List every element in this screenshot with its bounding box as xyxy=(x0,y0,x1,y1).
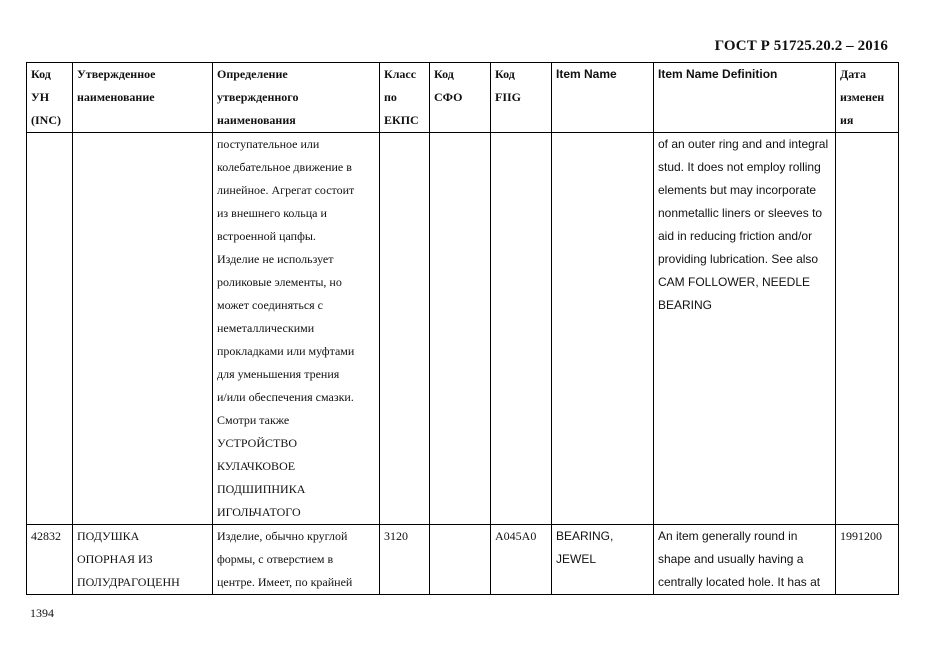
text-line: providing lubrication. See also xyxy=(658,252,819,266)
table-row-continuation xyxy=(27,133,899,525)
text-line: встроенной цапфы. xyxy=(217,229,316,243)
cell-sfo xyxy=(430,133,491,525)
text-line: для уменьшения трения xyxy=(217,367,340,381)
text-line: прокладками или муфтами xyxy=(217,344,355,358)
cell-date xyxy=(836,133,899,525)
header-class: Класс по ЕКПС xyxy=(380,63,430,133)
text-line: из внешнего кольца и xyxy=(217,206,327,220)
cell-date: 1991200 xyxy=(836,525,899,595)
text-line: nonmetallic liners or sleeves to xyxy=(658,206,823,220)
cell-item-name xyxy=(552,133,654,525)
document-standard-title: ГОСТ Р 51725.20.2 – 2016 xyxy=(714,38,888,54)
text-line: Изделие не использует xyxy=(217,252,334,266)
text-line: УСТРОЙСТВО xyxy=(217,436,297,450)
text-line: роликовые элементы, но xyxy=(217,275,342,289)
text-line: колебательное движение в xyxy=(217,160,352,174)
header-fiig: Код FIIG xyxy=(491,63,552,133)
cell-definition-ru xyxy=(213,133,380,525)
text-line: может соединяться с xyxy=(217,298,323,312)
cell-fiig: A045A0 xyxy=(491,525,552,595)
table-row xyxy=(27,525,899,595)
cell-definition-ru: Изделие, обычно круглой формы, с отверстием в центре. Имеет, по крайней xyxy=(213,525,380,595)
table-header-row xyxy=(27,63,899,133)
registry-table xyxy=(26,62,899,595)
header-sfo: Код СФО xyxy=(430,63,491,133)
text-line: elements but may incorporate xyxy=(658,183,817,197)
cell-fiig xyxy=(491,133,552,525)
cell-sfo xyxy=(430,525,491,595)
header-item-name: Item Name xyxy=(552,63,654,133)
text-line: aid in reducing friction and/or xyxy=(658,229,813,243)
header-approved-name: Утвержденное наименование xyxy=(73,63,213,133)
text-line: КУЛАЧКОВОЕ xyxy=(217,459,296,473)
header-inc: Код УН (INC) xyxy=(27,63,73,133)
text-line: ПОДШИПНИКА xyxy=(217,482,306,496)
cell-definition-en: An item generally round in shape and usually having a centrally located hole. It has at xyxy=(654,525,836,595)
text-line: BEARING xyxy=(658,298,713,312)
text-line: линейное. Агрегат состоит xyxy=(217,183,355,197)
text-line: CAM FOLLOWER, NEEDLE xyxy=(658,275,811,289)
cell-class xyxy=(380,133,430,525)
cell-item-name: BEARING, JEWEL xyxy=(552,525,654,595)
text-line: поступательное или xyxy=(217,137,320,151)
header-item-name-definition: Item Name Definition xyxy=(654,63,836,133)
cell-inc: 42832 xyxy=(27,525,73,595)
text-line: и/или обеспечения смазки. xyxy=(217,390,354,404)
header-definition-ru: Определение утвержденного наименования xyxy=(213,63,380,133)
cell-class: 3120 xyxy=(380,525,430,595)
cell-name-ru: ПОДУШКА ОПОРНАЯ ИЗ ПОЛУДРАГОЦЕНН xyxy=(73,525,213,595)
cell-name-ru xyxy=(73,133,213,525)
cell-definition-en xyxy=(654,133,836,525)
cell-inc xyxy=(27,133,73,525)
page-number: 1394 xyxy=(30,606,54,620)
text-line: stud. It does not employ rolling xyxy=(658,160,821,174)
text-line: ИГОЛЬЧАТОГО xyxy=(217,505,301,519)
header-change-date: Дата изменен ия xyxy=(836,63,899,133)
text-line: неметаллическими xyxy=(217,321,315,335)
text-line: Смотри также xyxy=(217,413,290,427)
text-line: of an outer ring and and integral xyxy=(658,137,829,151)
